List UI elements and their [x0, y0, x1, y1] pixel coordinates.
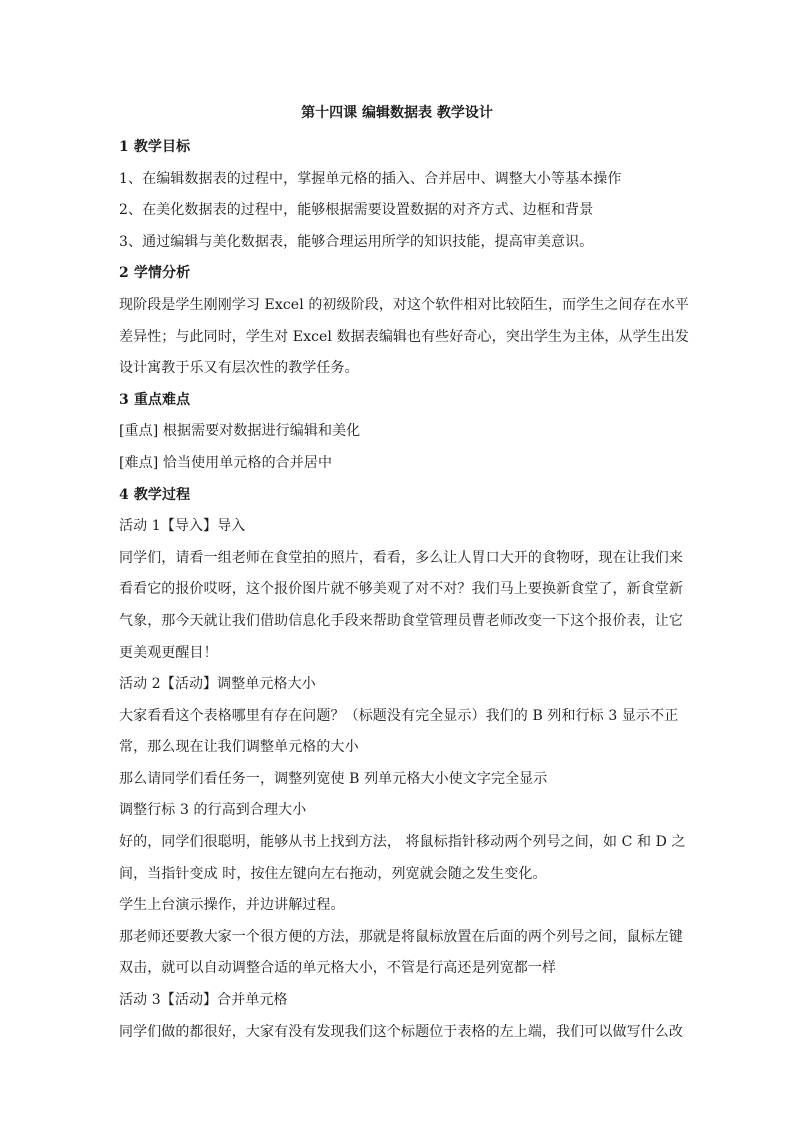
body-line: 3、通过编辑与美化数据表，能够合理运用所学的知识技能，提高审美意识。 [119, 233, 594, 250]
body-line: 设计寓教于乐又有层次性的教学任务。 [119, 360, 359, 377]
body-line: 那老师还要教大家一个很方便的方法，那就是将鼠标放置在后面的两个列号之间，鼠标左键 [119, 928, 683, 945]
body-line: 1、在编辑数据表的过程中，掌握单元格的插入、合并居中、调整大小等基本操作 [119, 170, 622, 187]
body-line: 看看它的报价哎呀，这个报价图片就不够美观了对不对？我们马上要换新食堂了，新食堂新 [119, 581, 683, 598]
body-line: 2、在美化数据表的过程中，能够根据需要设置数据的对齐方式、边框和背景 [119, 202, 594, 219]
body-line: [难点] 恰当使用单元格的合并居中 [119, 454, 333, 471]
section-heading: 4 教学过程 [119, 486, 191, 503]
body-line: 学生上台演示操作，并边讲解过程。 [119, 897, 345, 914]
body-line: 同学们做的都很好，大家有没有发现我们这个标题位于表格的左上端，我们可以做写什么改 [119, 1023, 683, 1040]
body-line: 更美观更醒目！ [119, 644, 218, 661]
body-line: 调整行标 3 的行高到合理大小 [119, 802, 307, 819]
body-line: 那么请同学们看任务一，调整列宽使 B 列单元格大小使文字完全显示 [119, 770, 548, 787]
body-line: 常，那么现在让我们调整单元格的大小 [119, 739, 359, 756]
body-line: 同学们，请看一组老师在食堂拍的照片，看看，多么让人胃口大开的食物呀，现在让我们来 [119, 549, 683, 566]
document-title: 第十四课 编辑数据表 教学设计 [301, 105, 493, 121]
body-line: 双击，就可以自动调整合适的单元格大小，不管是行高还是列宽都一样 [119, 960, 557, 977]
body-line: 气象，那今天就让我们借助信息化手段来帮助食堂管理员曹老师改变一下这个报价表，让它 [119, 612, 683, 629]
section-heading: 3 重点难点 [119, 391, 191, 408]
body-line: 现阶段是学生刚刚学习 Excel 的初级阶段，对这个软件相对比较陌生，而学生之间存在水平 [119, 296, 690, 313]
body-line: 大家看看这个表格哪里有存在问题？（标题没有完全显示）我们的 B 列和行标 3 显示不正 [119, 707, 679, 724]
section-heading: 2 学情分析 [119, 265, 191, 282]
body-line: 间，当指针变成 时，按住左键向左右拖动，列宽就会随之发生变化。 [119, 865, 547, 882]
body-line: [重点] 根据需要对数据进行编辑和美化 [119, 423, 361, 440]
body-line: 好的，同学们很聪明，能够从书上找到方法， 将鼠标指针移动两个列号之间，如 C 和 D 之 [119, 834, 686, 851]
document-body [119, 132, 690, 1048]
body-line: 差异性；与此同时，学生对 Excel 数据表编辑也有些好奇心，突出学生为主体，从学生出发 [119, 328, 690, 345]
section-heading: 1 教学目标 [119, 139, 191, 155]
body-line: 活动 3【活动】合并单元格 [119, 992, 288, 1009]
body-line: 活动 1【导入】导入 [119, 518, 246, 535]
body-line: 活动 2【活动】调整单元格大小 [119, 676, 316, 693]
